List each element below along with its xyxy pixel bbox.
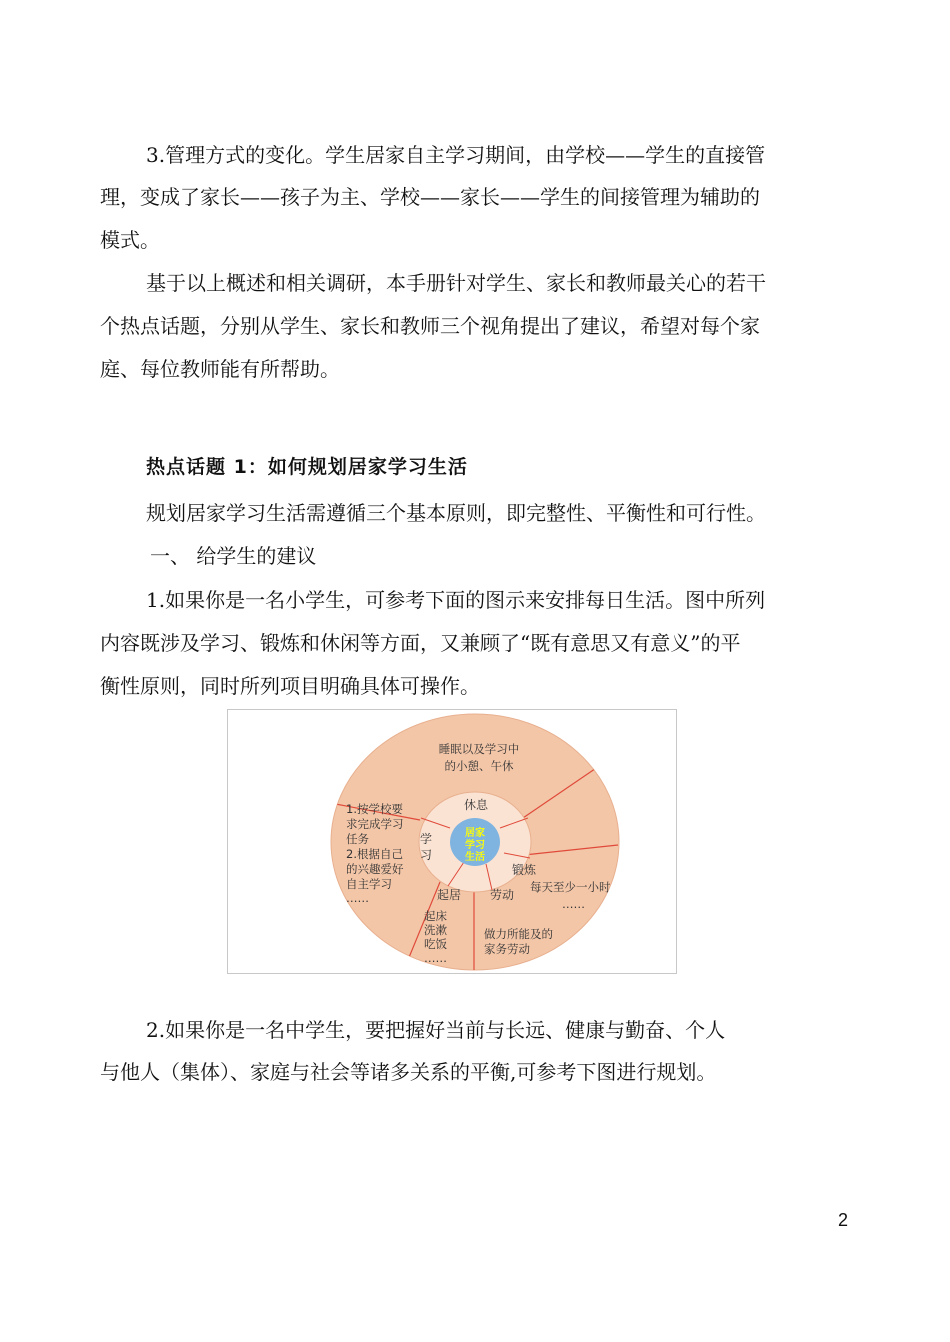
- page-number: 2: [838, 1210, 849, 1230]
- paragraph-line: 衡性原则，同时所列项目明确具体可操作。: [100, 674, 480, 698]
- outer-label-routine: 起床: [424, 909, 447, 923]
- outer-label-study: 求完成学习: [346, 817, 404, 831]
- inner-label-rest: 休息: [463, 798, 489, 812]
- inner-label-study: 习: [419, 848, 433, 862]
- outer-label-study: 任务: [346, 832, 369, 846]
- section-title-students: 一、 给学生的建议: [150, 544, 317, 568]
- inner-label-routine: 起居: [436, 888, 462, 902]
- outer-label-labor: 做力所能及的: [484, 927, 553, 941]
- center-label: 居家: [465, 828, 485, 839]
- outer-label-rest: 睡眠以及学习中: [438, 742, 520, 756]
- outer-label-study: 自主学习: [346, 877, 392, 891]
- outer-label-study: ……: [346, 891, 369, 905]
- center-label: 学习: [465, 840, 485, 851]
- topic-heading: 热点话题 1：如何规划居家学习生活: [146, 456, 468, 478]
- paragraph-line: 模式。: [100, 228, 160, 252]
- principles-paragraph: 规划居家学习生活需遵循三个基本原则，即完整性、平衡性和可行性。: [146, 501, 766, 525]
- outer-label-exercise: 每天至少一小时: [530, 880, 611, 894]
- daily-life-diagram: [227, 709, 677, 974]
- paragraph-line: 庭、每位教师能有所帮助。: [100, 357, 340, 381]
- inner-label-study: 学: [419, 832, 433, 846]
- paragraph-line: 基于以上概述和相关调研，本手册针对学生、家长和教师最关心的若干: [146, 271, 766, 295]
- outer-label-exercise: ……: [562, 897, 585, 911]
- paragraph-line: 1.如果你是一名小学生，可参考下面的图示来安排每日生活。图中所列: [146, 588, 766, 612]
- outer-label-routine: ……: [424, 951, 447, 965]
- paragraph-line: 3.管理方式的变化。学生居家自主学习期间，由学校——学生的直接管: [146, 143, 766, 167]
- outer-label-study: 的兴趣爱好: [346, 862, 404, 876]
- center-label: 生活: [465, 852, 485, 863]
- paragraph-line: 个热点话题，分别从学生、家长和教师三个视角提出了建议，希望对每个家: [100, 314, 760, 338]
- outer-label-labor: 家务劳动: [484, 942, 530, 956]
- outer-label-routine: 洗漱: [424, 923, 447, 937]
- outer-label-routine: 吃饭: [424, 937, 447, 951]
- inner-label-exercise: 锻炼: [511, 863, 537, 877]
- paragraph-line: 2.如果你是一名中学生，要把握好当前与长远、健康与勤奋、个人: [146, 1018, 726, 1042]
- paragraph-line: 内容既涉及学习、锻炼和休闲等方面，又兼顾了“既有意思又有意义”的平: [100, 631, 741, 655]
- daily-life-diagram-svg: [228, 710, 676, 973]
- inner-label-labor: 劳动: [489, 888, 515, 902]
- outer-label-rest: 的小憩、午休: [444, 759, 514, 773]
- outer-label-study: 2.根据自己: [346, 847, 403, 861]
- outer-label-study: 1.按学校要: [346, 802, 403, 816]
- paragraph-line: 理，变成了家长——孩子为主、学校——家长——学生的间接管理为辅助的: [100, 185, 760, 209]
- paragraph-line: 与他人（集体）、家庭与社会等诸多关系的平衡,可参考下图进行规划。: [100, 1060, 717, 1084]
